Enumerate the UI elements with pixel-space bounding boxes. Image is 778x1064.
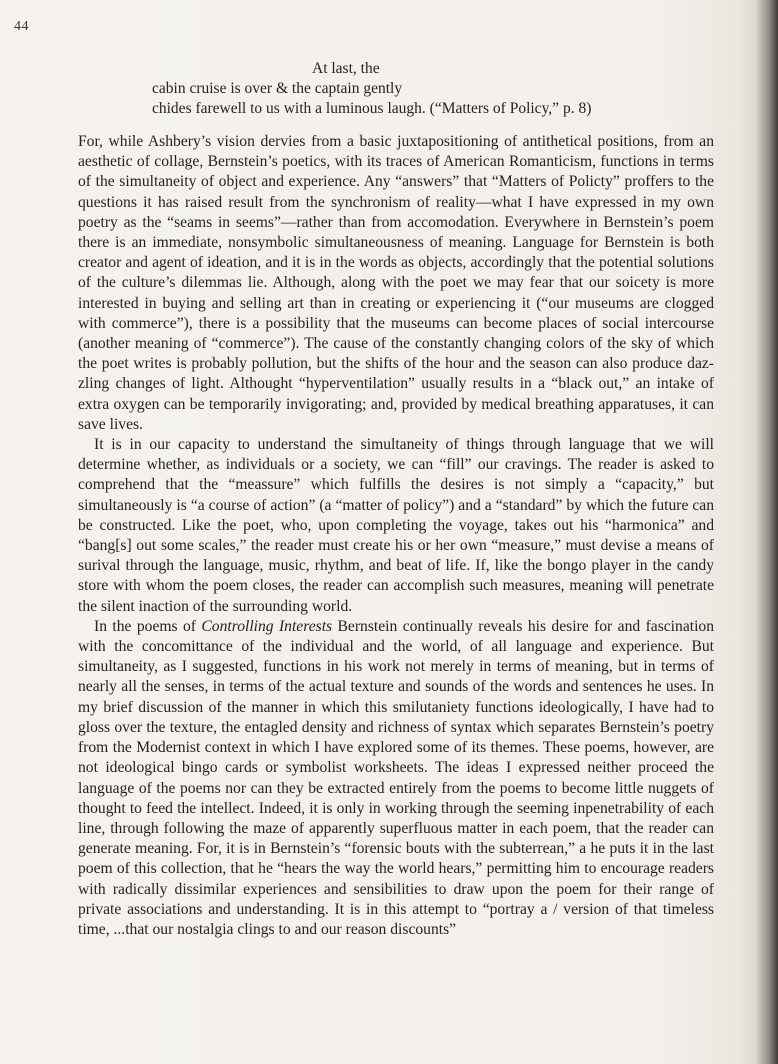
paragraph: For, while Ashbery’s vision dervies from a basic juxtapositioning of antithetical positions, from an aesthetic of collage, Bernstein’s poetics, with its traces of American Romanticism, functions in terms of the simultaneity of object and experience. Any “answers” that “Matters of Policty” proffers to the questions it has raised result from the synchronism of reality—what I have expressed in my own poetry as the “seams in seems”—rather than from accomodation. Everywhere in Bernstein’s poem there is an immediate, nonsymbolic simultaneousness of meaning. Language for Bernstein is both creator and agent of ideation, and it is in the words as objects, accordingly that the potential solutions of the culture’s dilemmas lie. Although, along with the poet we may fear that our soicety is more interested in buying and selling art than in creating or experiencing it (“our museums are clogged with commerce”), there is a possibility that the museums can become places of social intercourse (another meaning of “commerce”). The cause of the constantly changing colors of the sky of which the poet writes is probably pollution, but the shifts of the hour and the season can also produce dazzling changes of light. Althought “hyperventilation” usually results in a “black out,” an intake of extra oxygen can be temporarily invigorating; and, provided by medical breathing apparatuses, it can save lives.: [78, 133, 714, 433]
page-number: 44: [14, 19, 29, 34]
book-title: Controlling Interests: [201, 617, 333, 635]
quote-line: At last, the: [312, 60, 380, 77]
quote-line: chides farewell to us with a luminous laugh. (“Matters of Policy,” p. 8): [152, 100, 592, 117]
block-quote: [152, 59, 591, 119]
page-spine-shadow: [756, 0, 778, 1064]
quote-line: cabin cruise is over & the captain gently: [152, 80, 403, 97]
paragraph-text: In the poems of: [94, 617, 202, 635]
paragraph-text: Bernstein continually reveals his desire for and fascination with the concomittance of the individual and the world, of all language and experience. But simultaneity, as I suggested, functions in his work not merely in terms of meaning, but in terms of nearly all the senses, in terms of the actual texture and sounds of the words and sentences he uses. In my brief discussion of the manner in which this smilutaniety functions ideologically, I have had to gloss over the texture, the entagled density and richness of syntax which separates Bernstein’s poetry from the Modernist context in which I have explored some of its themes. These poems, however, are not ideological bingo cards or symbolist worksheets. The ideas I expressed neither proceed the language of the poems nor can they be extracted entirely from the poems to become little nuggets of thought to feed the intellect. Indeed, it is only in working through the seeming inpenetrability of each line, through following the maze of apparently superfluous matter in each poem, that the reader can generate meaning. For, it is in Bernstein’s “forensic bouts with the subterrean,” a he puts it in the last poem of this collection, that he “hears the way the world hears,” permitting him to encourage readers with radically dissimilar experiences and sensibilities to draw upon the poem for their range of private associations and understanding. It is in this attempt to “portray a / version of that timeless time, ...that our nostalgia clings to and our reason discounts”: [78, 617, 714, 938]
paragraph: [78, 617, 714, 940]
paragraph: It is in our capacity to understand the simultaneity of things through language that we will determine whether, as individuals or a society, we can “fill” our cravings. The reader is asked to comprehend that the “meassure” which fulfills the desires is not simply a “capacity,” but simultaneously is “a course of action” (a “matter of policy”) and a “standard” by which the future can be constructed. Like the poet, who, upon completing the voyage, takes out his “harmonica” and “bang[s] out some scales,” the reader must create his or her own “measure,” must devise a means of surival through the language, music, rhythm, and beat of life. If, like the bongo player in the candy store with whom the poem closes, the reader can accomplish such measures, meaning will penetrate the silent inaction of the surrounding world.: [78, 436, 714, 615]
body-text: [78, 132, 714, 940]
